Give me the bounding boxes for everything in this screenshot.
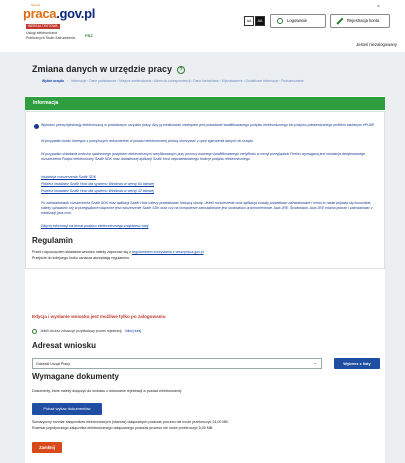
info-paragraph-2: W przypadku braku któregoś z powyższych dokumentów w postaci elektronicznej proszę skorzystać z opcji zgłoszenia danych do urzędu. [41, 139, 255, 143]
close-button[interactable]: Zamknij [32, 442, 62, 453]
page-title: Zmiana danych w urzędzie pracy ? [32, 64, 185, 76]
documents-intro: Dokumenty, które należy dołączyć do wniosku o dokonanie rejestracji w postaci elektronicznej: [32, 389, 183, 393]
info-header: Informacja [25, 97, 385, 110]
step-active[interactable]: Wybór urzędu [42, 79, 64, 83]
login-icon [277, 18, 283, 24]
chat-icon [32, 329, 37, 334]
adresat-heading: Adresat wniosku [32, 341, 97, 350]
step-breadcrumb: Wybór urzędu › Informacje › Dane podstawowe › Miejsce zamieszkania › Adres do korespondencji › Dane kontaktowe › Wykształcenie › Dodatkowe informacje › Podsumowanie [42, 79, 304, 83]
pencil-icon [337, 18, 343, 24]
login-status-text: Jesteś niezalogowany [356, 42, 397, 47]
help-icon[interactable]: ? [177, 66, 185, 74]
psz-logo-icon: PSZ [85, 33, 93, 38]
info-paragraph-3: W przypadku składania wniosku opatrzonego podpisem elektronicznym weryfikowanym przy pomocy ważnego kwalifikowanego certyfikatu w wersji przeglądarki Firefox wymagana jest instalacja dedykowanego rozszerzenia Podpis elektroniczny Szafir SDK oraz dodatkowej aplikacji Szafir Host odpowiedzialnego funkcje podpisu elektronicznego. [41, 152, 366, 161]
regulamin-link[interactable]: regulaminem korzystania z www.praca.gov.pl [131, 250, 204, 254]
step-rest: Informacje › Dane podstawowe › Miejsce zamieszkania › Adres do korespondencji › Dane kontaktowe › Wykształcenie › Dodatkowe informacje › Podsumowanie [70, 79, 304, 83]
size-limit-single: Rozmiar pojedynczego załącznika elektronicznego dołączanego podczas procesu nie może przekroczyć 5,00 MB. [32, 426, 214, 430]
close-icon[interactable]: × [377, 4, 380, 10]
register-label: Rejestracja konta [347, 18, 380, 24]
logo-brand: praca.gov.pl [23, 6, 96, 21]
login-required-note: Edycja i wysłanie wniosku jest możliwe tylko po zalogowaniu [32, 314, 166, 319]
szafir-host-64-link[interactable]: Pobierz instalator Szafir Host dla systemu Windows w wersji 64 bitowej [41, 182, 155, 186]
info-paragraph-4: Po zainstalowaniu rozszerzenia Szafir SDK oraz aplikacji Szafir Host należy przeładować bieżącą stronę. Jeżeli rozszerzenie oraz aplikacja zostały prawidłowo zainstalowane i mimo to nadal pojawia się komunikat, należy sprawdzić czy w przeglądarce włączone jest rozszerzenie Szafir SDK oraz czy na komputerze zainstalowane jest środowisko uruchomieniowe Java JRE. Środowisko Java JRE można pobrać i zainstalować z lokalizacji java.com. [41, 201, 373, 215]
adresat-select[interactable]: Gdański Urząd Pracy [32, 358, 322, 369]
size-limit-total: Sumaryczny rozmiar załączników elektronicznych (skanów) dołączanych podczas procesu nie może przekroczyć 24,00 MB. [32, 420, 229, 424]
praca-gov-logo[interactable] [23, 3, 115, 48]
regulamin-heading: Regulamin [32, 236, 73, 245]
documents-heading: Wymagane dokumenty [32, 372, 119, 381]
font-size-normal-button[interactable]: AA [244, 16, 254, 26]
register-button[interactable] [330, 14, 390, 28]
example-process-link[interactable]: kliknij tutaj. [125, 329, 142, 334]
show-documents-button[interactable]: Pokaż wykaz dokumentów [32, 403, 102, 415]
szafir-sdk-link[interactable]: Instalacja rozszerzenia Szafir SDK [41, 175, 97, 179]
example-process-hint: Jeżeli chcesz zobaczyć przykładowy proces rejestracji, kliknij tutaj. [32, 329, 142, 334]
more-info-link[interactable]: Więcej informacji na temat podpisu elektronicznego znajdziesz tutaj [41, 224, 149, 228]
chevron-down-icon[interactable]: ⌄ [313, 360, 317, 365]
info-paragraph-1: Wybrano pełną rejestrację elektroniczną w powiatowym urzędzie pracy. Aby ją zrealizować niezbędne jest posiadanie kwalifikowanego podpisu elektronicznego lub podpisu potwierdzonego profilem zaufanym ePUAP. [41, 123, 375, 127]
test-version-badge: WERSJA TESTOWA [28, 24, 58, 28]
logo-subtitle-2: Publicznych Służb Zatrudnienia [26, 36, 75, 40]
info-icon [34, 124, 39, 129]
choose-from-list-button[interactable]: Wybierz z listy [334, 358, 380, 369]
site-header [0, 0, 405, 60]
regulamin-line-2: Przejście do kolejnego kroku oznacza akceptację regulaminu. [32, 256, 131, 260]
login-label: Logowanie [287, 18, 308, 24]
szafir-host-32-link[interactable]: Pobierz instalator Szafir Host dla systemu Windows w wersji 32 bitowej [41, 189, 155, 193]
logo-tag: Serwis [31, 3, 41, 7]
regulamin-line-1: Przed rozpoczęciem składania wniosku należy zapoznać się z regulaminem korzystania z www.praca.gov.pl. [32, 250, 205, 254]
login-button[interactable] [270, 14, 326, 28]
high-contrast-button[interactable]: AA [255, 16, 265, 26]
logo-subtitle-1: Usługi elektroniczne [26, 31, 58, 35]
